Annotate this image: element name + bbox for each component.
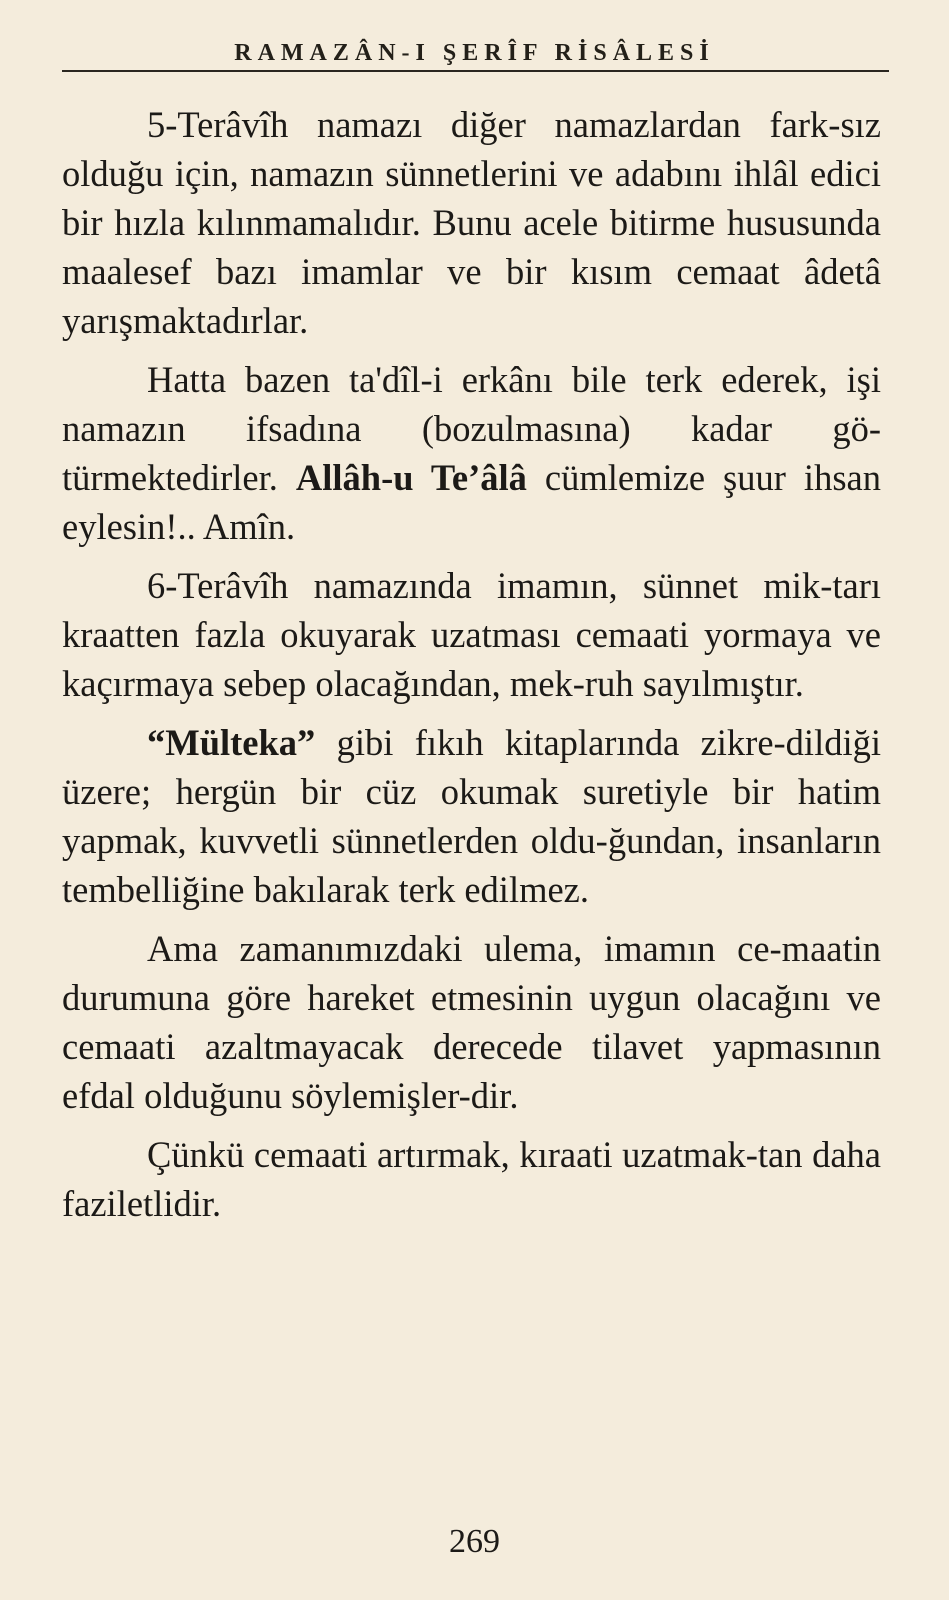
- paragraph-multeka: [62, 718, 881, 914]
- paragraph-tadil-erkan: [62, 355, 881, 551]
- bold-phrase: Allâh-u Te’âlâ: [295, 457, 527, 498]
- paragraph-text: 5-Terâvîh namazı diğer namazlardan fark-sız olduğu için, namazın sünnetlerini ve adabını ihlâl edici bir hızla kılınmamalıdır. Bunu acele bitirme hususunda maalesef bazı imamlar ve bir kısım cemaat âdetâ yarışmaktadırlar.: [62, 104, 881, 341]
- paragraph-text: cümlemize şuur ihsan eylesin!.. Amîn.: [62, 457, 881, 547]
- paragraph-text: Hatta bazen ta'dîl-i erkânı bile terk ederek, işi namazın ifsadına (bozulmasına) kadar gö-türmektedirler.: [62, 359, 881, 498]
- page-number: 269: [449, 1523, 500, 1560]
- paragraph-text: Ama zamanımızdaki ulema, imamın ce-maatin durumuna göre hareket etmesinin uygun olacağını ve cemaati azaltmayacak derecede tilavet yapmasının efdal olduğunu söylemişler-dir.: [62, 928, 881, 1116]
- paragraph-ulema: [62, 924, 881, 1120]
- running-header: RAMAZÂN-I ŞERÎF RİSÂLESİ: [234, 40, 715, 66]
- paragraph-text: gibi fıkıh kitaplarında zikre-dildiği üzere; hergün bir cüz okumak suretiyle bir hatim yapmak, kuvvetli sünnetlerden oldu-ğundan, insanların tembelliğine bakılarak terk edilmez.: [62, 722, 881, 910]
- body-text: [62, 100, 881, 1238]
- paragraph-text: Çünkü cemaati artırmak, kıraati uzatmak-tan daha faziletlidir.: [62, 1134, 881, 1224]
- paragraph-6-teravih-length: [62, 561, 881, 708]
- paragraph-text: 6-Terâvîh namazında imamın, sünnet mik-tarı kraatten fazla okuyarak uzatması cemaati yormaya ve kaçırmaya sebep olacağından, mek-ruh sayılmıştır.: [62, 565, 881, 704]
- header-rule: [62, 70, 889, 72]
- bold-phrase: “Mülteka”: [147, 722, 316, 763]
- paragraph-cemaat: [62, 1130, 881, 1228]
- paragraph-5-teravih-speed: [62, 100, 881, 345]
